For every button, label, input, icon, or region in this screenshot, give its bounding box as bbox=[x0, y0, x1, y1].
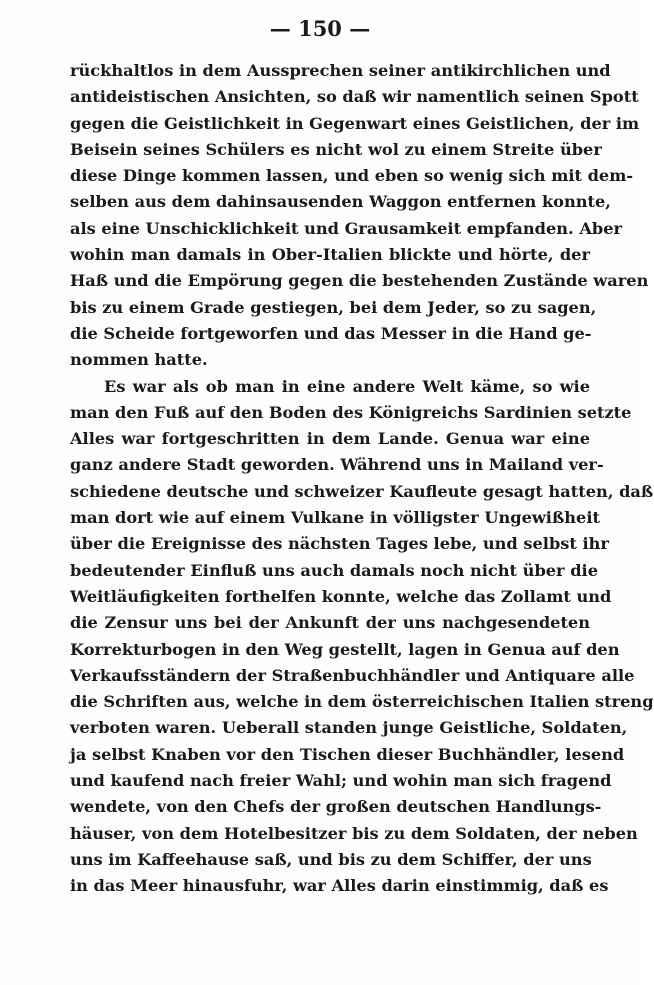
text-line: die Schriften aus, welche in dem österreichischen Italien streng bbox=[70, 692, 654, 712]
text-line: Korrekturbogen in den Weg gestellt, lagen in Genua auf den bbox=[70, 639, 620, 659]
text-line: ja selbst Knaben vor den Tischen dieser Buchhändler, lesend bbox=[70, 744, 625, 764]
text-line: Verkaufsständern der Straßenbuchhändler und Antiquare alle bbox=[70, 665, 635, 685]
text-line: gegen die Geistlichkeit in Gegenwart eines Geistlichen, der im bbox=[70, 113, 640, 133]
text-line: Es war als ob man in eine andere Welt käme, so wie bbox=[104, 376, 590, 396]
text-line: die Scheide fortgeworfen und das Messer in die Hand ge- bbox=[70, 323, 592, 343]
text-line: als eine Unschicklichkeit und Grausamkeit empfanden. Aber bbox=[70, 218, 623, 238]
text-line: über die Ereignisse des nächsten Tages lebe, und selbst ihr bbox=[70, 534, 609, 554]
body-text bbox=[70, 58, 654, 900]
text-line: die Zensur uns bei der Ankunft der uns nachgesendeten bbox=[70, 613, 590, 633]
text-line: ganz andere Stadt geworden. Während uns in Mailand ver- bbox=[70, 455, 604, 475]
text-line: diese Dinge kommen lassen, und eben so wenig sich mit dem- bbox=[70, 166, 634, 186]
text-line: Beisein seines Schülers es nicht wol zu einem Streite über bbox=[70, 139, 602, 159]
text-line: Haß und die Empörung gegen die bestehenden Zustände waren bbox=[70, 271, 649, 291]
text-line: bis zu einem Grade gestiegen, bei dem Jeder, so zu sagen, bbox=[70, 297, 597, 317]
paragraph-1 bbox=[70, 58, 649, 374]
text-line: man dort wie auf einem Vulkane in völligster Ungewißheit bbox=[70, 508, 600, 528]
text-line: nommen hatte. bbox=[70, 350, 208, 370]
text-line: in das Meer hinausfuhr, war Alles darin einstimmig, daß es bbox=[70, 876, 609, 896]
text-line: verboten waren. Ueberall standen junge Geistliche, Soldaten, bbox=[70, 718, 628, 738]
text-line: uns im Kaffeehause saß, und bis zu dem Schiffer, der uns bbox=[70, 849, 592, 869]
text-line: schiedene deutsche und schweizer Kaufleute gesagt hatten, daß bbox=[70, 481, 654, 501]
text-line: Weitläufigkeiten forthelfen konnte, welche das Zollamt und bbox=[70, 586, 612, 606]
page-number: — 150 — bbox=[269, 16, 371, 41]
text-line: wendete, von den Chefs der großen deutschen Handlungs- bbox=[70, 797, 602, 817]
text-line: man den Fuß auf den Boden des Königreichs Sardinien setzte bbox=[70, 402, 632, 422]
text-line: antideistischen Ansichten, so daß wir namentlich seinen Spott bbox=[70, 87, 639, 107]
text-line: und kaufend nach freier Wahl; und wohin man sich fragend bbox=[70, 771, 612, 791]
text-line: häuser, von dem Hotelbesitzer bis zu dem Soldaten, der neben bbox=[70, 823, 638, 843]
text-line: rückhaltlos in dem Aussprechen seiner antikirchlichen und bbox=[70, 61, 611, 80]
text-line: bedeutender Einfluß uns auch damals noch nicht über die bbox=[70, 560, 598, 580]
text-line: selben aus dem dahinsausenden Waggon entfernen konnte, bbox=[70, 192, 611, 212]
text-line: Alles war fortgeschritten in dem Lande. Genua war eine bbox=[70, 429, 590, 449]
paragraph-2 bbox=[70, 374, 654, 900]
text-line: wohin man damals in Ober-Italien blickte und hörte, der bbox=[70, 245, 590, 265]
